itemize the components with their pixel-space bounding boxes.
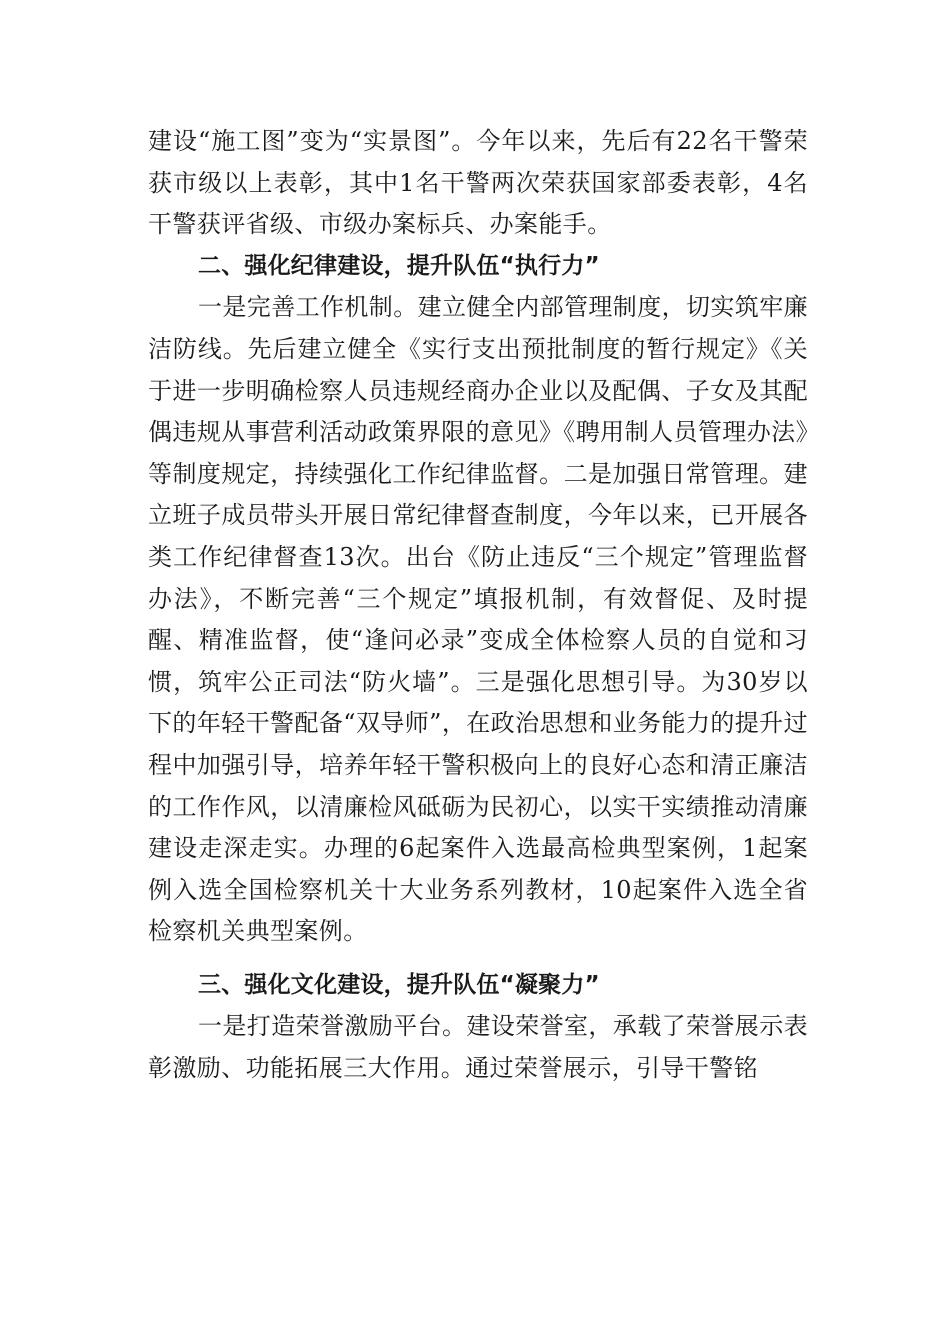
section-heading-discipline: 二、强化纪律建设，提升队伍“执行力” xyxy=(198,252,600,279)
paragraph-discipline-measures: 一是完善工作机制。建立健全内部管理制度，切实筑牢廉洁防线。先后建立健全《实行支出预批制度的暂行规定》《关于进一步明确检察人员违规经商办企业以及配偶、子女及其配偶违规从事营利活动政策界限的意见》《聘用制人员管理办法》等制度规定，持续强化工作纪律监督。二是加强日常管理。建立班子成员带头开展日常纪律督查制度，今年以来，已开展各类工作纪律督查13次。出台《防止违反“三个规定”管理监督办法》，不断完善“三个规定”填报机制，有效督促、及时提醒、精准监督，使“逢问必录”变成全体检察人员的自觉和习惯，筑牢公正司法“防火墙”。三是强化思想引导。为30岁以下的年轻干警配备“双导师”，在政治思想和业务能力的提升过程中加强引导，培养年轻干警积极向上的良好心态和清正廉洁的工作作风，以清廉检风砥砺为民初心，以实干实绩推动清廉建设走深走实。办理的6起案件入选最高检典型案例，1起案例入选全国检察机关十大业务系列教材，10起案件入选全省检察机关典型案例。 xyxy=(148,293,808,946)
paragraph-culture-measures: 一是打造荣誉激励平台。建设荣誉室，承载了荣誉展示表彰激励、功能拓展三大作用。通过荣誉展示，引导干警铭 xyxy=(148,1012,808,1083)
paragraph-continuation: 建设“施工图”变为“实景图”。今年以来，先后有22名干警荣获市级以上表彰，其中1名干警两次荣获国家部委表彰，4名干警获评省级、市级办案标兵、办案能手。 xyxy=(148,127,808,239)
document-body xyxy=(148,121,808,1090)
section-heading-culture: 三、强化文化建设，提升队伍“凝聚力” xyxy=(198,971,600,998)
